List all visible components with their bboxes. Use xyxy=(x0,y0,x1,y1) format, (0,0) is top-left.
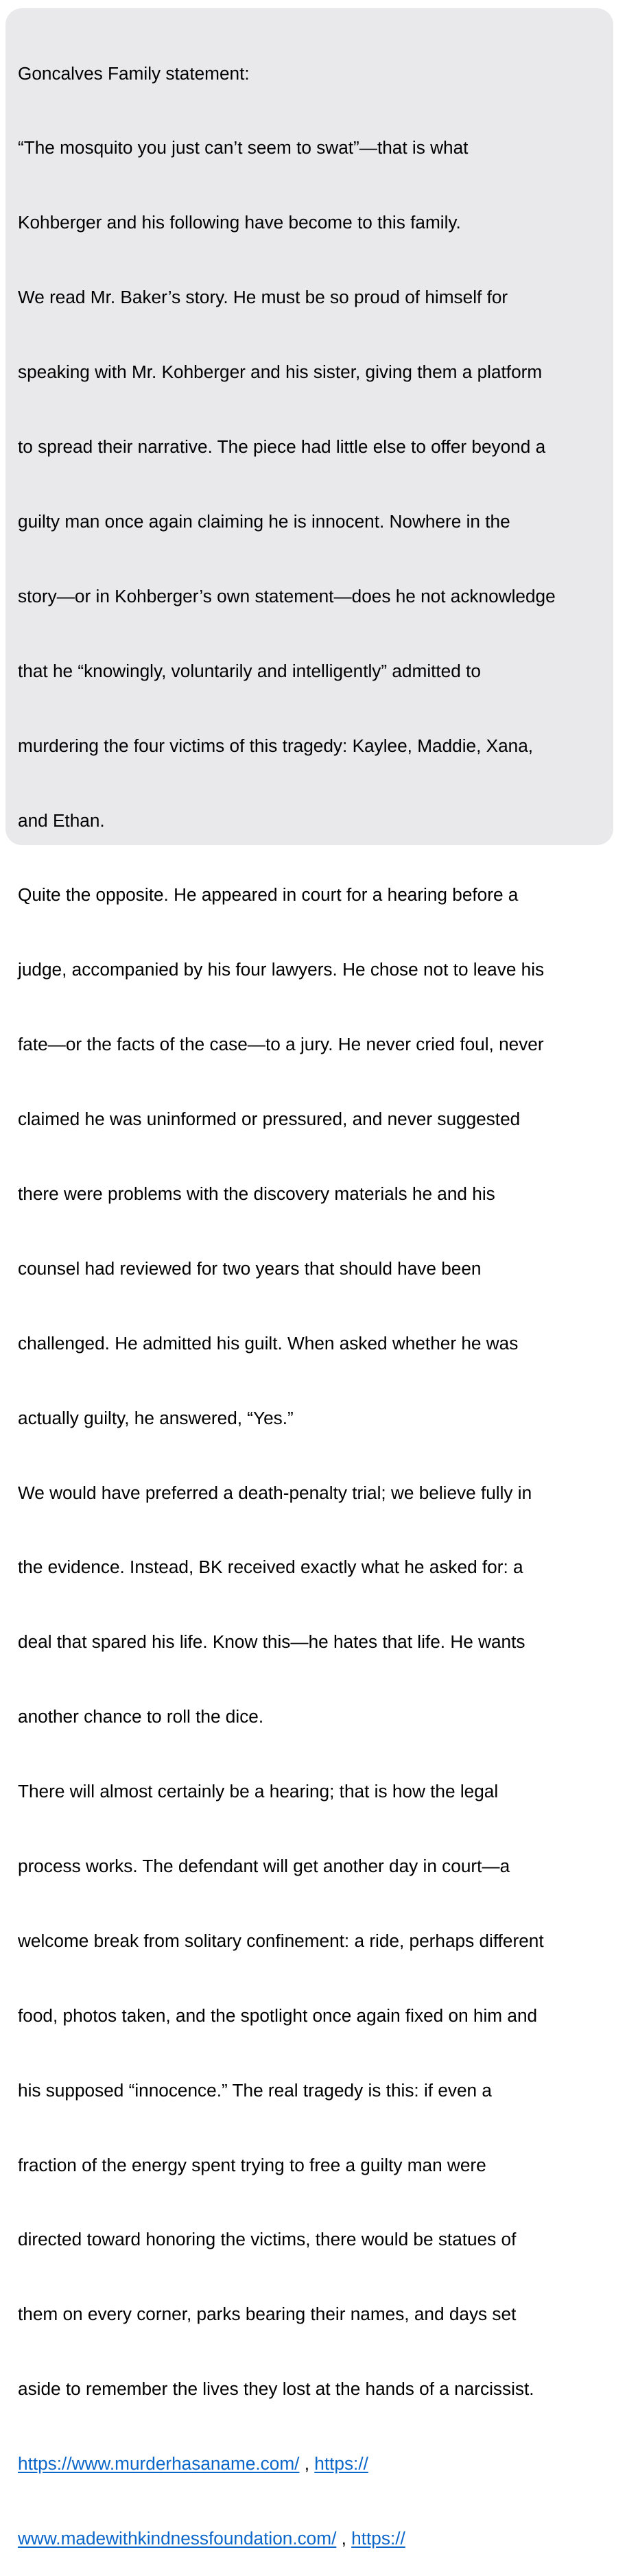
message-text xyxy=(18,11,615,2576)
message-line: Quite the opposite. He appeared in court for a hearing before a xyxy=(18,884,519,906)
link-line-1 xyxy=(18,2451,615,2476)
message-line-title: Goncalves Family statement: xyxy=(18,62,250,84)
message-line: Kohberger and his following have become to this family. xyxy=(18,212,461,233)
message-line: that he “knowingly, voluntarily and intelligently” admitted to xyxy=(18,660,481,681)
message-line: there were problems with the discovery materials he and his xyxy=(18,1183,495,1204)
message-line: another chance to roll the dice. xyxy=(18,1706,264,1727)
message-line: fraction of the energy spent trying to free a guilty man were xyxy=(18,2154,486,2175)
message-line: welcome break from solitary confinement: a ride, perhaps different xyxy=(18,1930,544,1951)
message-line: We read Mr. Baker’s story. He must be so proud of himself for xyxy=(18,287,508,308)
message-line: process works. The defendant will get another day in court—a xyxy=(18,1855,510,1876)
message-line: We would have preferred a death-penalty trial; we believe fully in xyxy=(18,1482,532,1503)
message-line: There will almost certainly be a hearing; that is how the legal xyxy=(18,1781,499,1802)
message-line: counsel had reviewed for two years that should have been xyxy=(18,1257,482,1279)
message-line: judge, accompanied by his four lawyers. He chose not to leave his xyxy=(18,959,545,980)
message-line: challenged. He admitted his guilt. When asked whether he was xyxy=(18,1332,519,1354)
link-separator-2: , xyxy=(336,2527,352,2549)
message-line: directed toward honoring the victims, there would be statues of xyxy=(18,2229,517,2250)
message-line: and Ethan. xyxy=(18,810,105,831)
message-line: aside to remember the lives they lost at the hands of a narcissist. xyxy=(18,2378,534,2400)
message-line: “The mosquito you just can’t seem to swat”—that is what xyxy=(18,137,469,158)
madewithkindness-link-start[interactable]: https:// xyxy=(314,2453,368,2474)
message-line: fate—or the facts of the case—to a jury. He never cried foul, never xyxy=(18,1034,544,1055)
third-link-start[interactable]: https:// xyxy=(351,2527,405,2549)
message-line: his supposed “innocence.” The real tragedy is this: if even a xyxy=(18,2079,492,2101)
message-line: deal that spared his life. Know this—he hates that life. He wants xyxy=(18,1631,525,1653)
message-line: to spread their narrative. The piece had little else to offer beyond a xyxy=(18,436,546,458)
message-line: the evidence. Instead, BK received exactly what he asked for: a xyxy=(18,1557,523,1578)
message-line: claimed he was uninformed or pressured, and never suggested xyxy=(18,1109,521,1130)
message-line: murdering the four victims of this tragedy: Kaylee, Maddie, Xana, xyxy=(18,735,534,756)
link-separator: , xyxy=(299,2453,315,2474)
murderhasaname-link[interactable]: https://www.murderhasaname.com/ xyxy=(18,2453,300,2474)
message-line: them on every corner, parks bearing their names, and days set xyxy=(18,2304,517,2325)
message-line: actually guilty, he answered, “Yes.” xyxy=(18,1407,294,1428)
link-line-2 xyxy=(18,2526,615,2551)
message-line: speaking with Mr. Kohberger and his sister, giving them a platform xyxy=(18,362,543,383)
madewithkindness-link-end[interactable]: www.madewithkindnessfoundation.com/ xyxy=(18,2527,337,2549)
message-line: food, photos taken, and the spotlight once again fixed on him and xyxy=(18,2005,538,2026)
message-line: guilty man once again claiming he is innocent. Nowhere in the xyxy=(18,510,510,532)
message-line: story—or in Kohberger’s own statement—does he not acknowledge xyxy=(18,585,556,606)
